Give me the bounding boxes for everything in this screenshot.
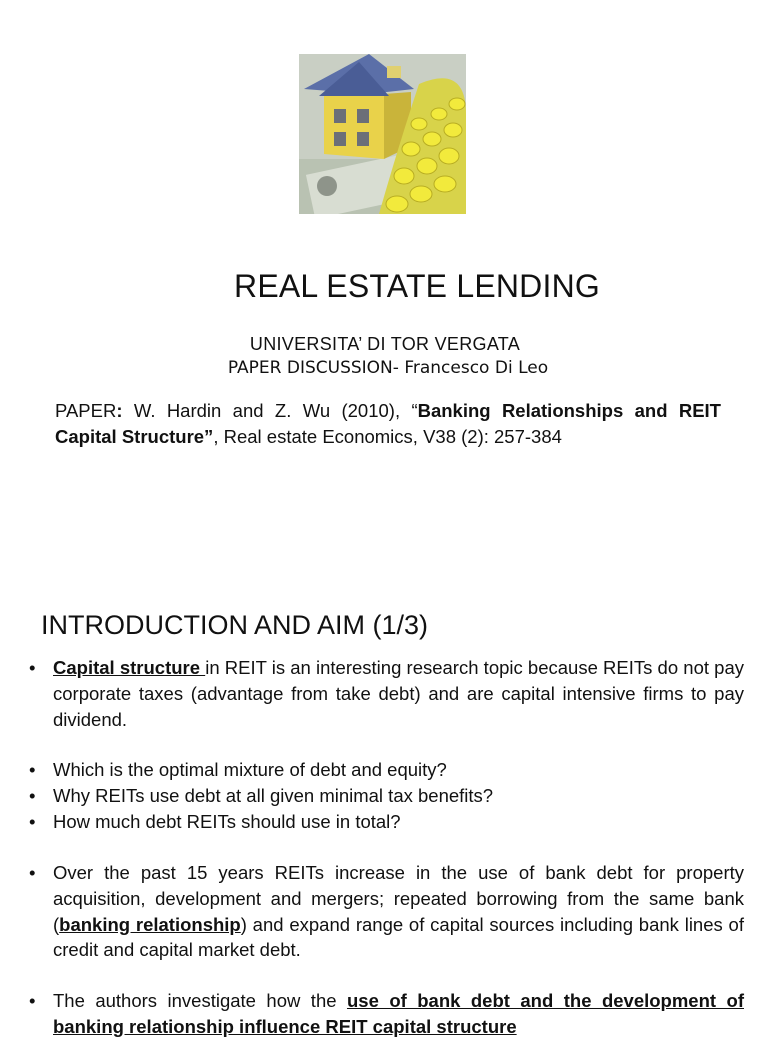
bullet-marker: • [29, 657, 36, 678]
bullet-text: Why REITs use debt at all given minimal tax benefits? [53, 785, 494, 806]
slide-title: REAL ESTATE LENDING [234, 268, 600, 304]
bullet-capital-structure [29, 655, 744, 732]
bullet-text: Capital structure in REIT is an interesting research topic because REITs do not pay corporate taxes (advantage from take debt) and are capital intensive firms to pay dividend. [53, 657, 744, 730]
paper-colon: : [116, 400, 123, 421]
bullet-text: The authors investigate how the use of bank debt and the development of banking relationship influence REIT capital structure [53, 990, 744, 1037]
university-name: UNIVERSITA’ DI TOR VERGATA [249, 334, 521, 354]
paper-label: PAPER [55, 400, 117, 421]
bullet-bank-debt-trend [29, 860, 744, 963]
bullet-text: Which is the optimal mixture of debt and equity? [53, 759, 447, 780]
capital-structure-emphasis: Capital structure [53, 657, 206, 678]
bank-debt-emphasis: use of bank debt and the development of banking relationship influence REIT capital structure [53, 990, 744, 1037]
paper-title: Banking Relationships and REIT Capital Structure” [55, 400, 721, 447]
bullet-marker: • [29, 811, 36, 832]
section-heading: INTRODUCTION AND AIM (1/3) [41, 610, 429, 640]
bullet-marker: • [29, 759, 36, 780]
bullet-question-optimal-mix [29, 757, 744, 783]
bullet-text: Over the past 15 years REITs increase in the use of bank debt for property acquisition, development and mergers; repeated borrowing from the same bank (banking relationship) and expand range of capital sources including bank lines of credit and capital market debt. [53, 862, 744, 961]
bullet-marker: • [29, 862, 36, 883]
bullet-authors-investigate [29, 988, 744, 1040]
paper-journal: , Real estate Economics, V38 (2): 257-384 [213, 426, 562, 447]
paper-reference [55, 398, 721, 450]
bullet-question-how-much [29, 809, 744, 835]
bullet-text: How much debt REITs should use in total? [53, 811, 401, 832]
house-calculator-illustration [299, 54, 466, 214]
cover-image [299, 54, 466, 214]
banking-relationship-emphasis: banking relationship [59, 913, 241, 935]
bullet-marker: • [29, 785, 36, 806]
bullet-question-why-debt [29, 783, 744, 809]
bullet-marker: • [29, 990, 36, 1011]
paper-discussion-author: PAPER DISCUSSION- Francesco Di Leo [227, 358, 549, 378]
paper-authors: W. Hardin and Z. Wu (2010), “ [122, 400, 418, 421]
